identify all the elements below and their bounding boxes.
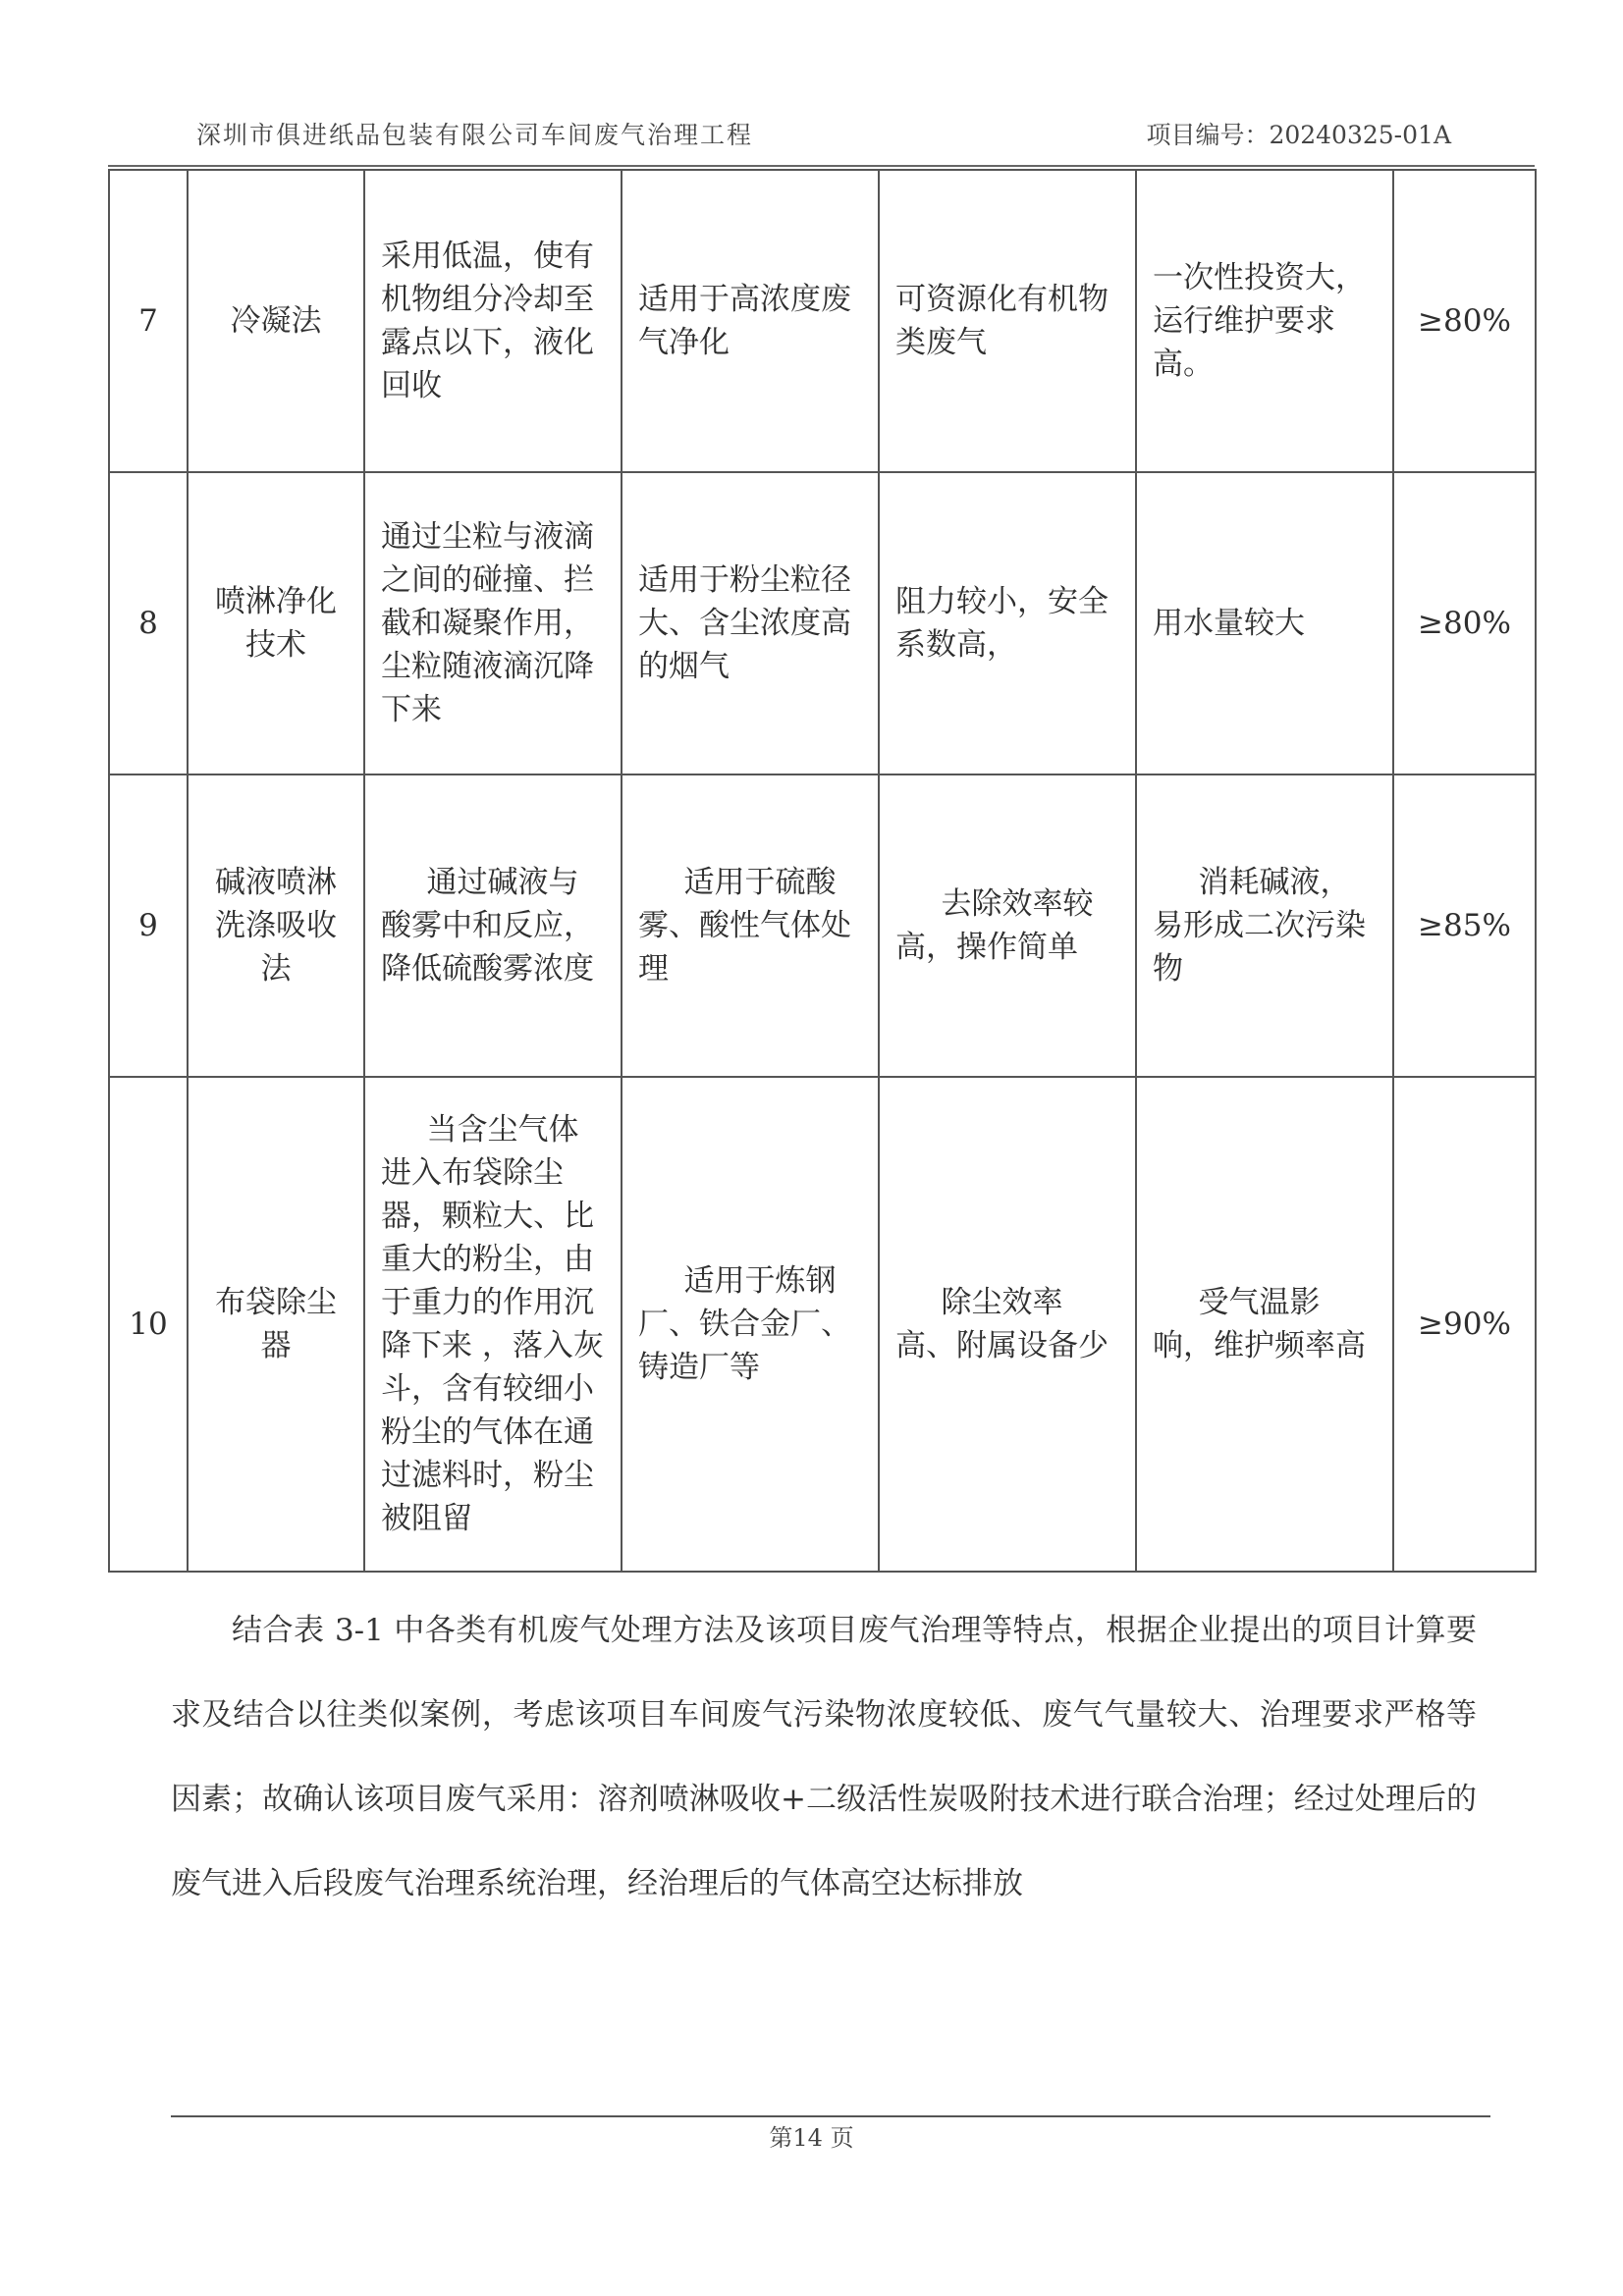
conclusion-paragraph: 结合表 3-1 中各类有机废气处理方法及该项目废气治理等特点，根据企业提出的项目计算要求及结合以往类似案例，考虑该项目车间废气污染物浓度较低、废气气量较大、治理要求严格等因素；故确认该项目废气采用：溶剂喷淋吸收+二级活性炭吸附技术进行联合治理；经过处理后的废气进入后段废气治理系统治理，经治理后的气体高空达标排放 (171, 1613, 1477, 1901)
disadvantage: 消耗碱液，易形成二次污染物 (1136, 774, 1393, 1077)
method-name: 喷淋净化技术 (188, 472, 364, 774)
row-number: 10 (109, 1077, 188, 1572)
method-name: 碱液喷淋洗涤吸收法 (188, 774, 364, 1077)
efficiency: ≥80% (1393, 472, 1536, 774)
row-number: 9 (109, 774, 188, 1077)
footer-divider (171, 2115, 1490, 2117)
efficiency: ≥90% (1393, 1077, 1536, 1572)
table-row (109, 170, 1536, 472)
advantage: 阻力较小，安全系数高， (879, 472, 1136, 774)
body-text (171, 1588, 1477, 1926)
method-principle: 采用低温，使有机物组分冷却至露点以下，液化回收 (364, 170, 622, 472)
application-scope: 适用于粉尘粒径大、含尘浓度高的烟气 (622, 472, 879, 774)
efficiency: ≥80% (1393, 170, 1536, 472)
page-number: 第14 页 (769, 2124, 854, 2152)
method-principle: 通过碱液与酸雾中和反应，降低硫酸雾浓度 (364, 774, 622, 1077)
treatment-methods-table (108, 169, 1537, 1573)
method-principle: 通过尘粒与液滴之间的碰撞、拦截和凝聚作用，尘粒随液滴沉降下来 (364, 472, 622, 774)
table-row (109, 1077, 1536, 1572)
document-title: 深圳市俱进纸品包装有限公司车间废气治理工程 (196, 121, 754, 149)
application-scope: 适用于炼钢厂、铁合金厂、铸造厂等 (622, 1077, 879, 1572)
application-scope: 适用于硫酸雾、酸性气体处理 (622, 774, 879, 1077)
table-row (109, 774, 1536, 1077)
advantage: 可资源化有机物类废气 (879, 170, 1136, 472)
row-number: 7 (109, 170, 188, 472)
method-name: 布袋除尘器 (188, 1077, 364, 1572)
table-row (109, 472, 1536, 774)
application-scope: 适用于高浓度废气净化 (622, 170, 879, 472)
page-header (196, 116, 1451, 155)
row-number: 8 (109, 472, 188, 774)
method-name: 冷凝法 (188, 170, 364, 472)
project-number: 项目编号：20240325-01A (1146, 121, 1451, 149)
disadvantage: 一次性投资大，运行维护要求高。 (1136, 170, 1393, 472)
header-divider (108, 165, 1535, 167)
advantage: 去除效率较高，操作简单 (879, 774, 1136, 1077)
advantage: 除尘效率高、附属设备少 (879, 1077, 1136, 1572)
disadvantage: 受气温影响，维护频率高 (1136, 1077, 1393, 1572)
method-principle: 当含尘气体进入布袋除尘器，颗粒大、比重大的粉尘，由于重力的作用沉降下来 ，落入灰斗，含有较细小粉尘的气体在通过滤料时，粉尘被阻留 (364, 1077, 622, 1572)
disadvantage: 用水量较大 (1136, 472, 1393, 774)
efficiency: ≥85% (1393, 774, 1536, 1077)
